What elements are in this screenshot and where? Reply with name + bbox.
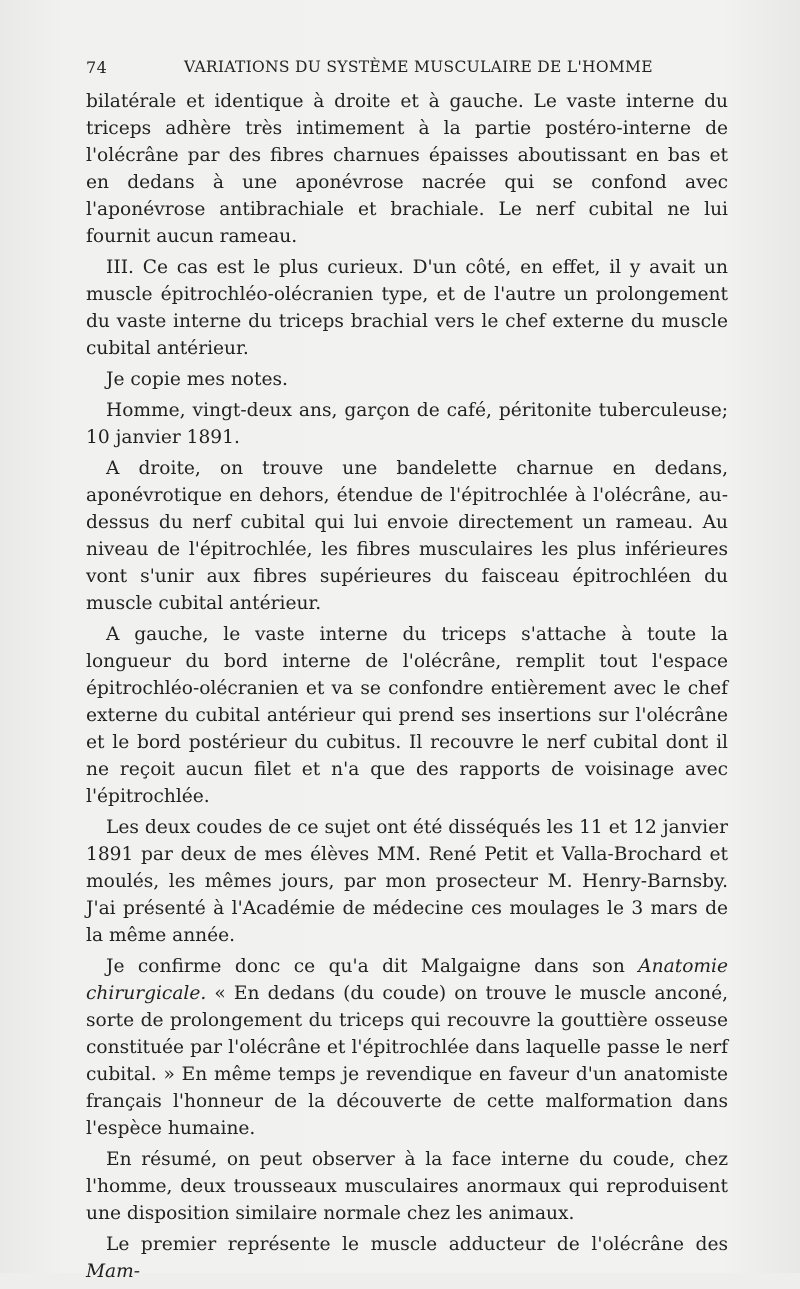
paragraph: III. Ce cas est le plus curieux. D'un côté, en effet, il y avait un muscle épitrochléo-olécranien type, et de l'autre un prolongement du vaste interne du triceps brachial vers le chef externe du muscle cubital antérieur. xyxy=(86,257,728,359)
paragraph-text: « En dedans (du coude) on trouve le muscle anconé, sorte de prolongement du triceps qui recouvre la gouttière osseuse constituée par l'olécrâne et l'épitrochlée dans laquelle passe le nerf cubital. » En même temps je revendique en faveur d'un anatomiste français l'honneur de la découverte de cette malformation dans l'espèce humaine. xyxy=(86,983,728,1139)
paragraph: Je copie mes notes. xyxy=(106,369,288,390)
paragraph: Homme, vingt-deux ans, garçon de café, péritonite tuberculeuse; 10 janvier 1891. xyxy=(86,400,728,448)
paragraph-text: Le premier représente le muscle adducteur de l'olécrâne des xyxy=(106,1234,728,1255)
running-title: VARIATIONS DU SYSTÈME MUSCULAIRE DE L'HOMME xyxy=(184,58,653,76)
paragraph: Les deux coudes de ce sujet ont été disséqués les 11 et 12 janvier 1891 par deux de mes élèves MM. René Petit et Valla-Brochard et moulés, les mêmes jours, par mon prosecteur M. Henry-Barnsby. J'ai présenté à l'Académie de médecine ces moulages le 3 mars de la même année. xyxy=(86,817,728,946)
paragraph: bilatérale et identique à droite et à gauche. Le vaste interne du triceps adhère très intimement à la partie postéro-interne de l'olécrâne par des fibres charnues épaisses aboutissant en bas et en dedans à une aponévrose nacrée qui se confond avec l'aponévrose antibrachiale et brachiale. Le nerf cubital ne lui fournit aucun rameau. xyxy=(86,91,728,247)
book-title: Anatomie chirurgicale. xyxy=(86,956,728,1004)
body-text xyxy=(86,88,728,1289)
paragraph: A droite, on trouve une bandelette charnue en dedans, aponévrotique en dehors, étendue de l'épitrochlée à l'olécrâne, au-dessus du nerf cubital qui lui envoie directement un rameau. Au niveau de l'épitrochlée, les fibres musculaires les plus inférieures vont s'unir aux fibres supérieures du faisceau épitrochléen du muscle cubital antérieur. xyxy=(86,458,728,614)
paragraph: En résumé, on peut observer à la face interne du coude, chez l'homme, deux trousseaux musculaires anormaux qui reproduisent une disposition similaire normale chez les animaux. xyxy=(86,1149,728,1224)
paragraph-with-citation xyxy=(86,953,728,1142)
italic-word: Mam- xyxy=(86,1261,141,1282)
page-number: 74 xyxy=(86,58,108,77)
page-header xyxy=(86,58,730,80)
paragraph-text: Je confirme donc ce qu'a dit Malgaigne dans son xyxy=(106,956,639,977)
paragraph: A gauche, le vaste interne du triceps s'attache à toute la longueur du bord interne de l'olécrâne, remplit tout l'espace épitrochléo-olécranien et va se confondre entièrement avec le chef externe du cubital antérieur qui prend ses insertions sur l'olécrâne et le bord postérieur du cubitus. Il recouvre le nerf cubital dont il ne reçoit aucun filet et n'a que des rapports de voisinage avec l'épitrochlée. xyxy=(86,624,728,807)
paragraph-last xyxy=(86,1231,728,1285)
